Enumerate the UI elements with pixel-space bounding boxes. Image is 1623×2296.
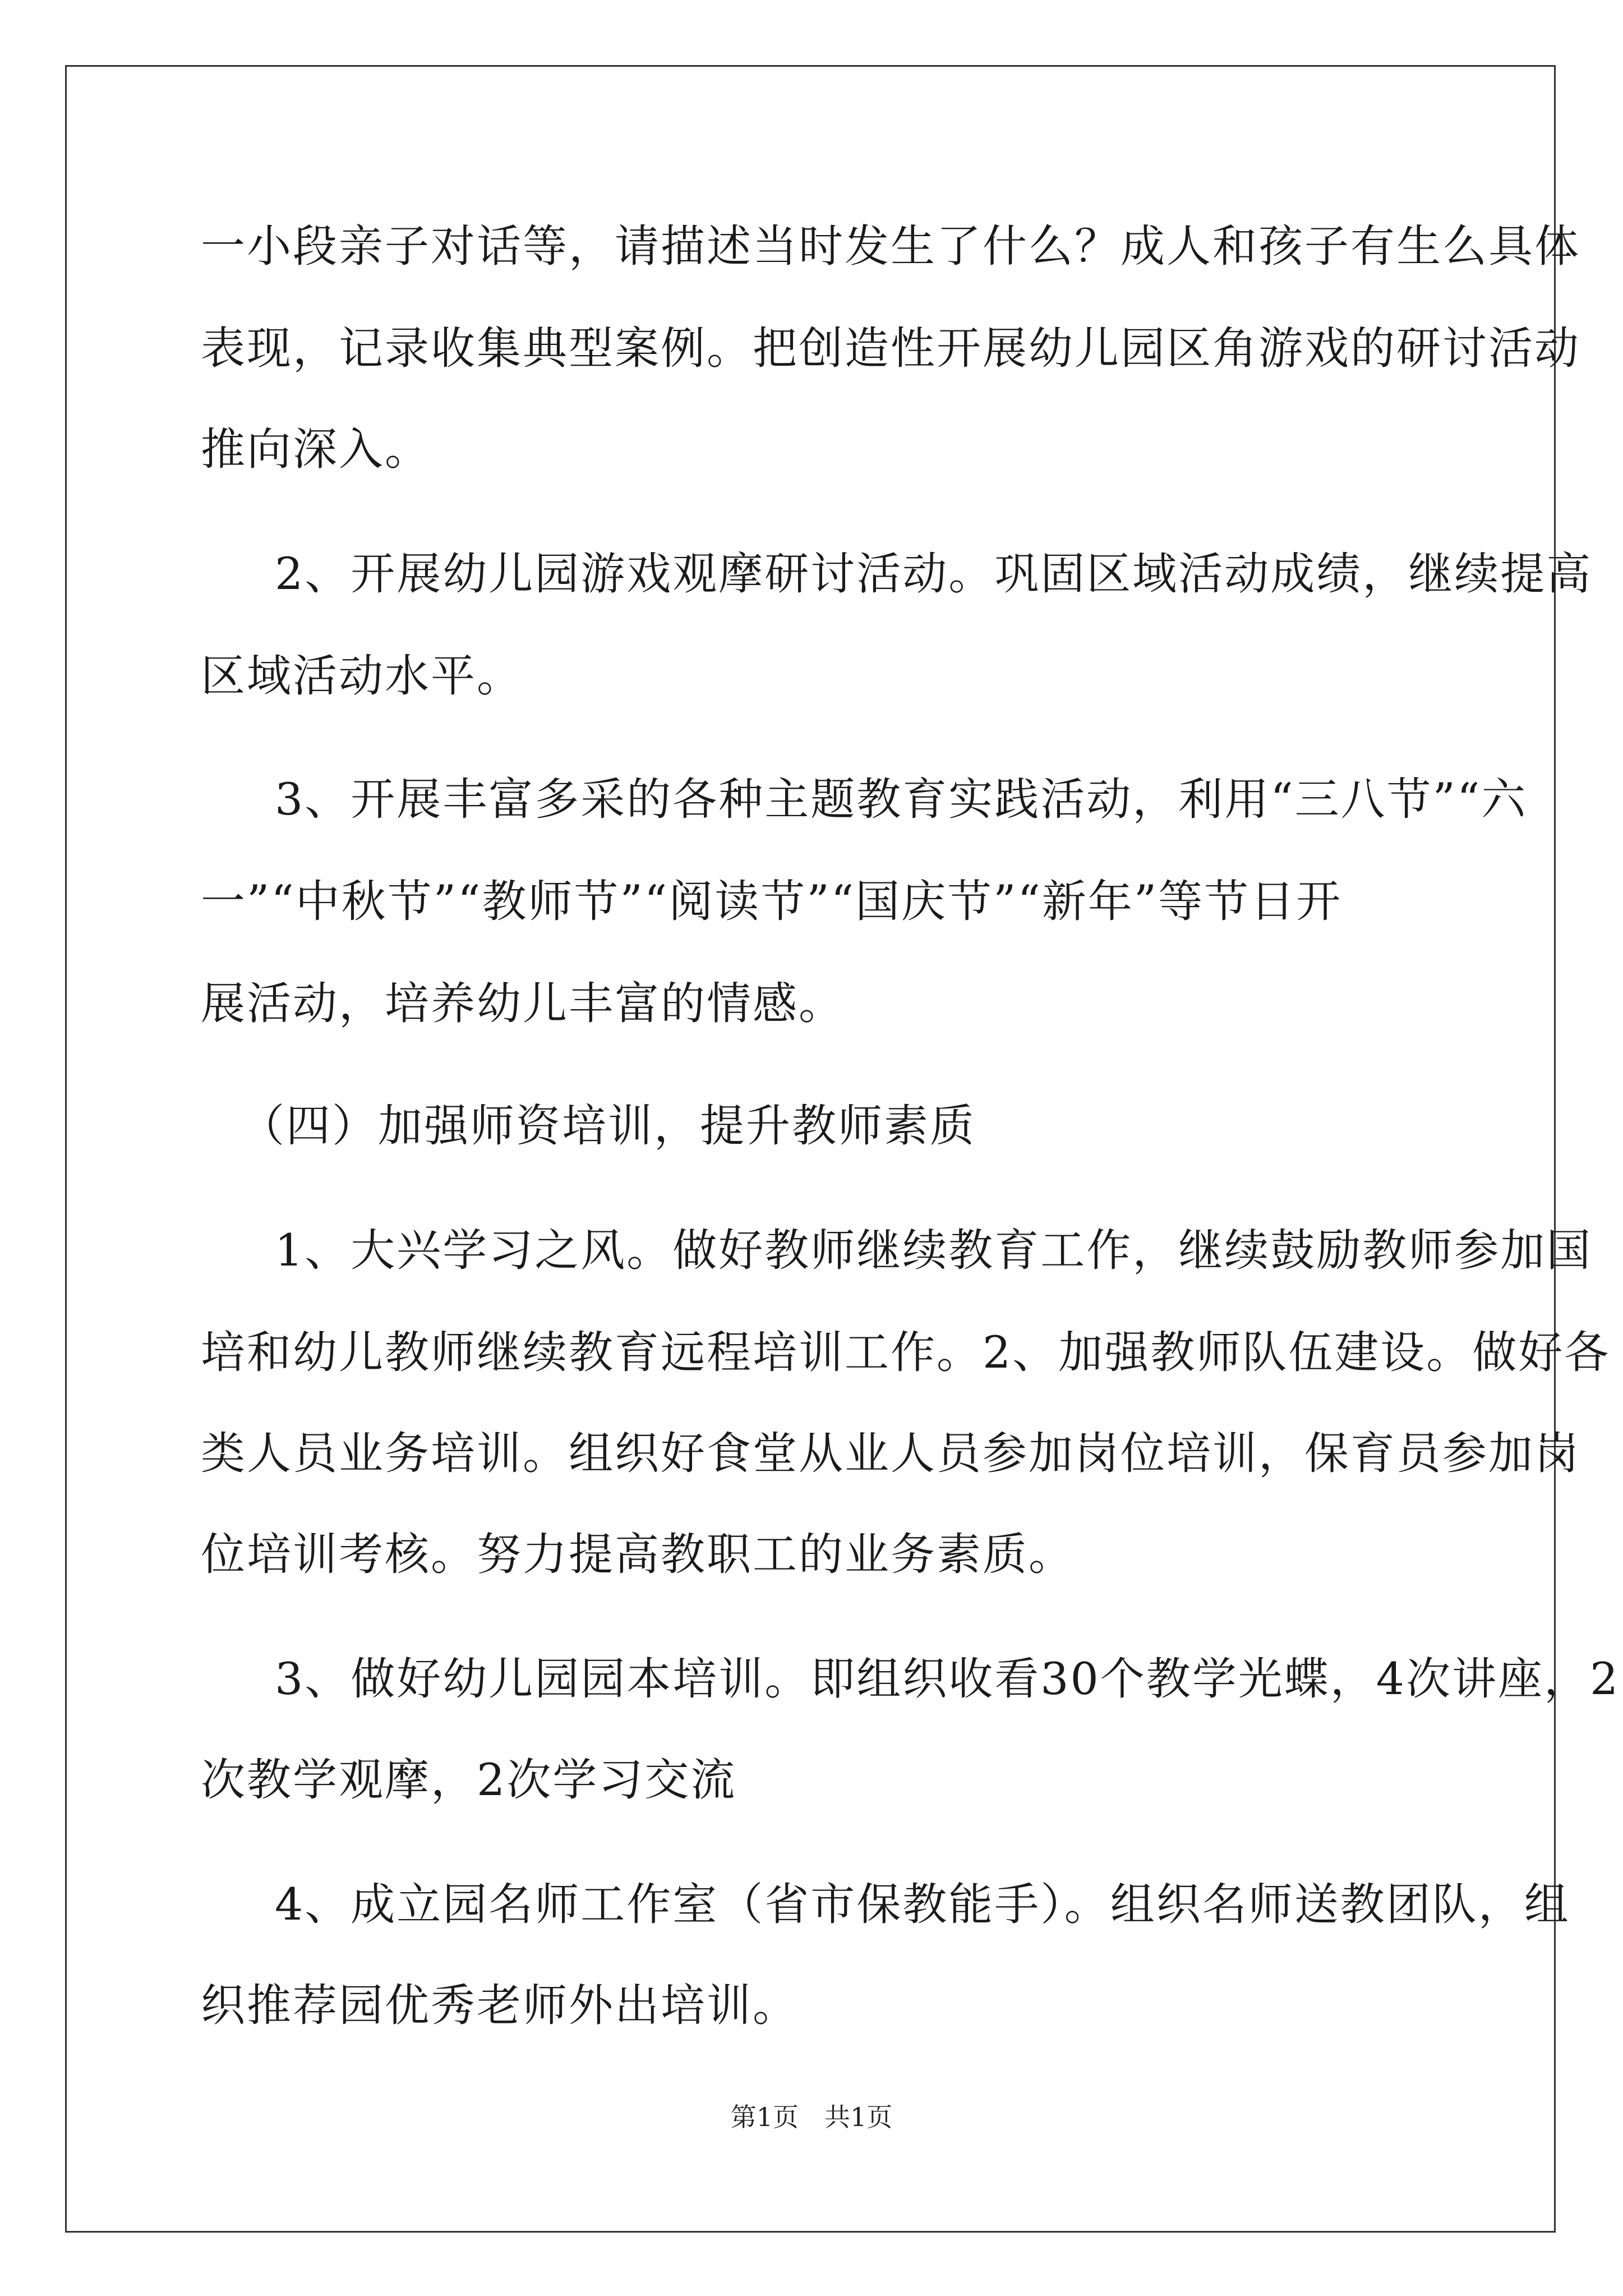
text-line: 类人员业务培训。组织好食堂从业人员参加岗位培训，保育员参加岗 — [201, 1428, 1580, 1479]
paragraph-3-line: 3、开展丰富多采的各种主题教育实践活动，利用“三八节”“六 — [275, 774, 1528, 825]
text-line: 展活动，培养幼儿丰富的情感。 — [201, 978, 845, 1029]
paragraph-2-line: 2、开展幼儿园游戏观摩研讨活动。巩固区域活动成绩，继续提高 — [275, 548, 1593, 600]
text-line: 培和幼儿教师继续教育远程培训工作。2、加强教师队伍建设。做好各 — [201, 1327, 1611, 1378]
text-line: 次教学观摩，2次学习交流 — [201, 1754, 737, 1806]
text-line: 表现，记录收集典型案例。把创造性开展幼儿园区角游戏的研讨活动 — [201, 323, 1580, 374]
text-line: 位培训考核。努力提高教职工的业务素质。 — [201, 1529, 1075, 1580]
text-line: 一小段亲子对话等，请描述当时发生了什么？成人和孩子有生么具体 — [201, 220, 1580, 272]
text-line: 区域活动水平。 — [201, 650, 523, 702]
text-line: 推向深入。 — [201, 424, 431, 475]
text-line: 织推荐园优秀老师外出培训。 — [201, 1980, 799, 2031]
paragraph-1-line: 1、大兴学习之风。做好教师继续教育工作，继续鼓励教师参加国 — [275, 1225, 1593, 1276]
section-heading: （四）加强师资培训，提升教师素质 — [240, 1100, 976, 1152]
text-line: 一”“中秋节”“教师节”“阅读节”“国庆节”“新年”等节日开 — [201, 876, 1343, 927]
page-number: 第1页 共1页 — [730, 2102, 893, 2132]
paragraph-3b-line: 3、做好幼儿园园本培训。即组织收看30个教学光蝶，4次讲座，2 — [275, 1653, 1620, 1705]
paragraph-4-line: 4、成立园名师工作室（省市保教能手）。组织名师送教团队，组 — [275, 1879, 1570, 1930]
